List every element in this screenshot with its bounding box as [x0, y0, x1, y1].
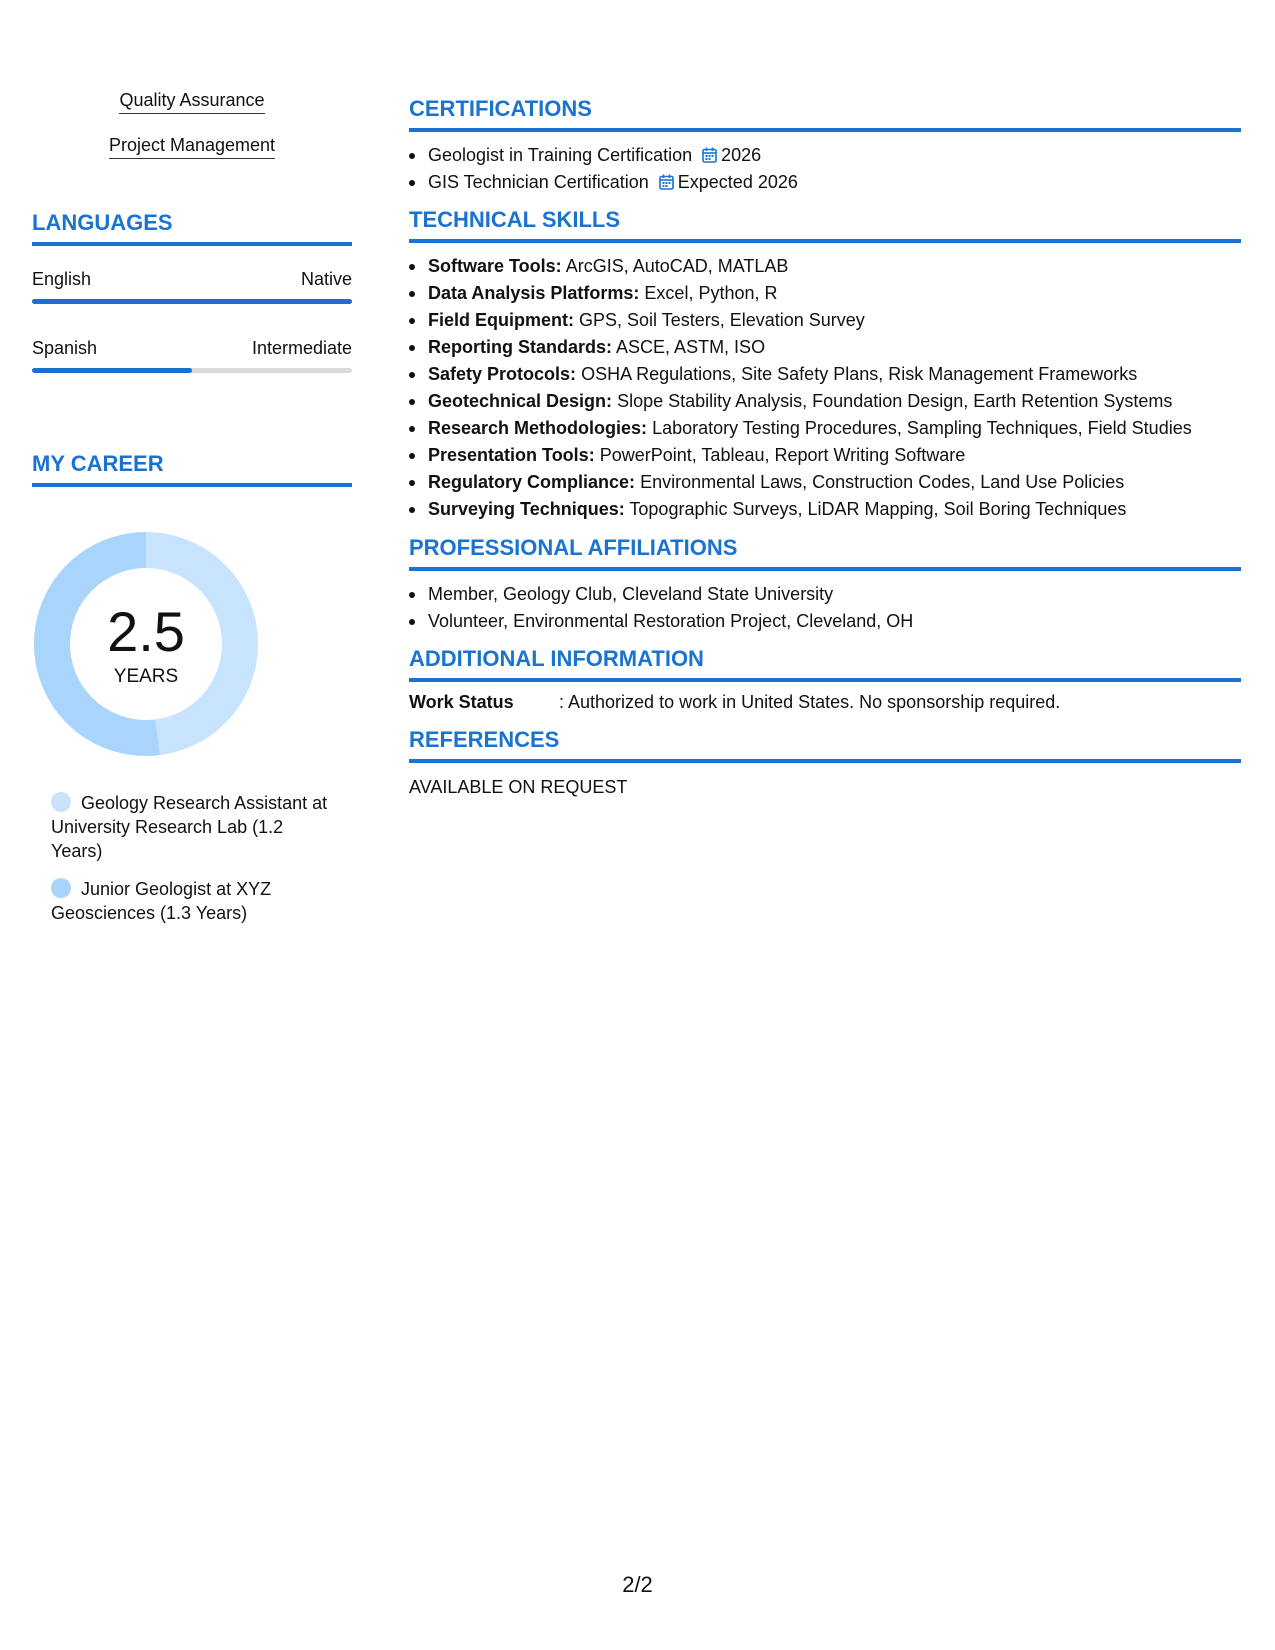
list-item: Field Equipment: GPS, Soil Testers, Elevation Survey	[409, 307, 1241, 334]
list-item: Research Methodologies: Laboratory Testing Procedures, Sampling Techniques, Field Studies	[409, 415, 1241, 442]
list-item: Data Analysis Platforms: Excel, Python, R	[409, 280, 1241, 307]
affiliations-list	[409, 581, 1241, 635]
language-level: Native	[300, 269, 352, 289]
technical-skills-list	[409, 253, 1241, 523]
language-bar-fill	[32, 368, 192, 373]
career-title: MY CAREER	[32, 451, 352, 487]
career-legend-item: Geology Research Assistant at University Research Lab (1.2 Years)	[51, 793, 328, 861]
language-row-english	[32, 268, 352, 290]
affiliations-section	[409, 535, 1241, 635]
list-item: Safety Protocols: OSHA Regulations, Site Safety Plans, Risk Management Frameworks	[409, 361, 1241, 388]
calendar-icon	[659, 174, 674, 190]
career-total-number: 2.5	[107, 600, 185, 663]
list-item: Reporting Standards: ASCE, ASTM, ISO	[409, 334, 1241, 361]
legend-dot	[51, 878, 71, 898]
career-legend-item: Junior Geologist at XYZ Geosciences (1.3 Years)	[51, 879, 272, 923]
list-item: Member, Geology Club, Cleveland State University	[409, 581, 1241, 608]
work-status-value: : Authorized to work in United States. No sponsorship required.	[559, 692, 1061, 712]
references-title: REFERENCES	[409, 727, 1241, 763]
list-item: Regulatory Compliance: Environmental Laws, Construction Codes, Land Use Policies	[409, 469, 1241, 496]
certifications-section	[409, 96, 1241, 196]
list-item: Software Tools: ArcGIS, AutoCAD, MATLAB	[409, 253, 1241, 280]
skill-tag-quality-assurance: Quality Assurance	[32, 89, 352, 114]
list-item: Volunteer, Environmental Restoration Project, Cleveland, OH	[409, 608, 1241, 635]
legend-dot	[51, 792, 71, 812]
language-name: Spanish	[32, 338, 98, 358]
references-text: AVAILABLE ON REQUEST	[409, 777, 628, 797]
references-section	[409, 727, 1241, 799]
calendar-icon	[702, 147, 717, 163]
career-total-unit: YEARS	[113, 666, 179, 687]
language-bar-fill	[32, 299, 352, 304]
list-item: GIS Technician Certification Expected 2026	[409, 169, 1241, 196]
languages-title: LANGUAGES	[32, 210, 352, 246]
skill-tag-project-management: Project Management	[32, 134, 352, 159]
language-level: Intermediate	[251, 338, 352, 358]
language-bar-spanish	[32, 368, 352, 373]
technical-skills-section	[409, 207, 1241, 523]
technical-skills-title: TECHNICAL SKILLS	[409, 207, 1241, 243]
list-item: Geologist in Training Certification 2026	[409, 142, 1241, 169]
additional-info-title: ADDITIONAL INFORMATION	[409, 646, 1241, 682]
language-name: English	[32, 269, 92, 289]
language-row-spanish	[32, 337, 352, 359]
language-bar-english	[32, 299, 352, 304]
work-status-label: Work Status	[409, 692, 514, 712]
certifications-list	[409, 142, 1241, 196]
affiliations-title: PROFESSIONAL AFFILIATIONS	[409, 535, 1241, 571]
page-number: 2/2	[622, 1572, 653, 1597]
additional-info-section	[409, 646, 1241, 714]
certifications-title: CERTIFICATIONS	[409, 96, 1241, 132]
list-item: Presentation Tools: PowerPoint, Tableau, Report Writing Software	[409, 442, 1241, 469]
list-item: Geotechnical Design: Slope Stability Analysis, Foundation Design, Earth Retention Systems	[409, 388, 1241, 415]
list-item: Surveying Techniques: Topographic Surveys, LiDAR Mapping, Soil Boring Techniques	[409, 496, 1241, 523]
work-status-row	[409, 690, 1241, 714]
